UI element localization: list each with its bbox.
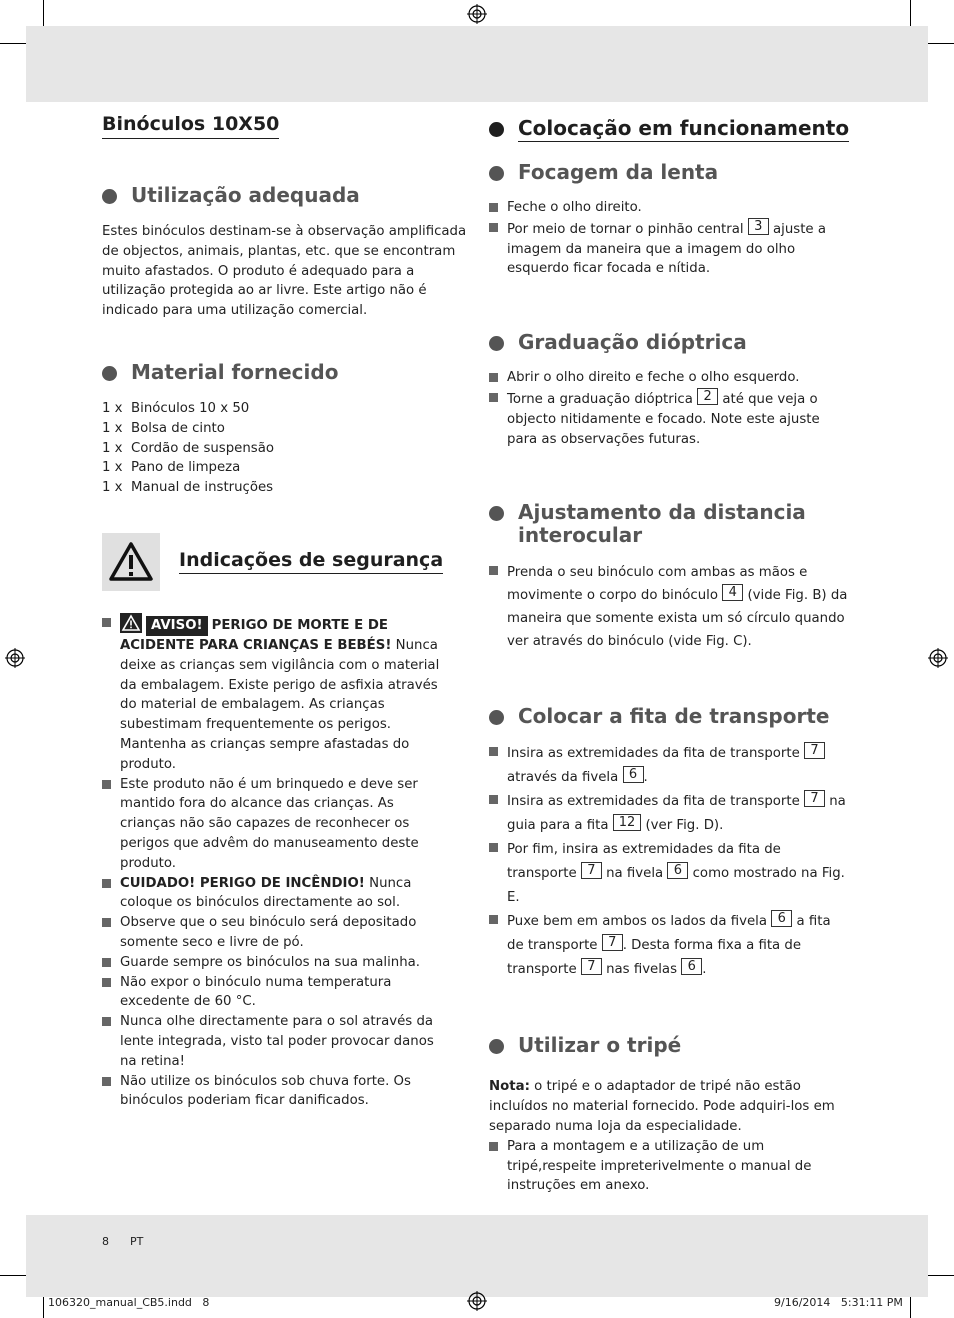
bullet-square-icon [489, 373, 498, 382]
bullet-dot-icon [489, 166, 504, 181]
list-item: Não expor o binóculo numa temperatura excedente de 60 °C. [102, 973, 448, 1013]
part-reference: 7 [804, 790, 825, 807]
part-reference: 6 [771, 910, 792, 927]
bullet-dot-icon [489, 1039, 504, 1054]
crop-mark [910, 0, 911, 26]
list-item: Puxe bem em ambos os lados da fivela 6 a fita de transporte 7 . Desta forma fixa a fita de transporte 7 nas fivelas 6 . [489, 910, 851, 982]
part-reference: 7 [581, 862, 602, 879]
list-item: Por meio de tornar o pinhão central 3 ajuste a imagem da maneira que a imagem do olho esquerdo ficar focada e nítida. [489, 218, 851, 279]
right-column [489, 112, 851, 1196]
bullet-dot-icon [489, 336, 504, 351]
bullet-square-icon [102, 958, 111, 967]
list-item: Não utilize os binóculos sob chuva forte. Os binóculos poderiam ficar danificados. [102, 1072, 448, 1112]
list-item: Este produto não é um brinquedo e deve ser mantido fora do alcance das crianças. As crianças não são capazes de reconhecer os perigos que advêm do manuseamento deste produto. [102, 775, 448, 874]
fita-list [489, 742, 851, 982]
list-item: CUIDADO! PERIGO DE INCÊNDIO! Nunca coloque os binóculos directamente ao sol. [102, 874, 448, 914]
footer-band [26, 1215, 928, 1297]
crop-mark [0, 1275, 26, 1276]
bullet-square-icon [102, 978, 111, 987]
safety-list [102, 613, 448, 1111]
page-title: Binóculos 10X50 [102, 112, 279, 139]
section-heading-material: Material fornecido [102, 361, 468, 384]
list-item: Insira as extremidades da fita de transporte 7 na guia para a fita 12 (ver Fig. D). [489, 790, 851, 838]
list-item: Prenda o seu binóculo com ambas as mãos e movimente o corpo do binóculo 4 (vide Fig. B) da maneira que somente exista um só círculo quando ver através do binóculo (vide Fig. C). [489, 561, 851, 653]
warning-box [102, 533, 160, 591]
crop-mark [910, 1297, 911, 1318]
tripe-note: Nota: o tripé e o adaptador de tripé não estão incluídos no material fornecido. Pode adquiri-los em separado numa loja da especialidade. [489, 1079, 835, 1134]
left-column [102, 112, 468, 498]
part-reference: 6 [667, 862, 688, 879]
list-item: Guarde sempre os binóculos na sua malinha. [102, 953, 448, 973]
list-item: Nunca olhe directamente para o sol através da lente integrada, visto tal poder provocar danos na retina! [102, 1012, 448, 1071]
part-reference: 2 [697, 388, 718, 405]
part-reference: 12 [613, 814, 642, 831]
part-reference: 6 [681, 958, 702, 975]
list-item: Para a montagem e a utilização de um tripé,respeite impreterivelmente o manual de instruções em anexo. [489, 1137, 851, 1196]
list-item: Observe que o seu binóculo será depositado somente seco e livre de pó. [102, 913, 448, 953]
section-heading-tripe: Utilizar o tripé [489, 1034, 851, 1057]
part-reference: 3 [748, 218, 769, 235]
list-item: Insira as extremidades da fita de transporte 7 através da fivela 6 . [489, 742, 851, 790]
bullet-square-icon [102, 618, 111, 627]
bullet-dot-icon [489, 506, 504, 521]
section-heading-focagem: Focagem da lenta [489, 161, 851, 184]
bullet-square-icon [489, 566, 498, 575]
section-heading-graduacao: Graduação dióptrica [489, 331, 851, 354]
aviso-label: AVISO! [146, 616, 208, 636]
language-code: PT [130, 1235, 144, 1248]
bullet-dot-icon [489, 122, 504, 137]
list-item: 1 x Cordão de suspensão [102, 440, 274, 456]
bullet-dot-icon [102, 189, 117, 204]
bullet-square-icon [489, 915, 498, 924]
ajustamento-list [489, 561, 851, 653]
bullet-square-icon [489, 1142, 498, 1151]
warning-small-icon [120, 613, 142, 633]
warning-triangle-icon [102, 533, 160, 591]
bullet-square-icon [489, 747, 498, 756]
section-heading-ajustamento: Ajustamento da distancia interocular [489, 501, 851, 547]
part-reference: 7 [804, 742, 825, 759]
crop-mark [43, 0, 44, 26]
focagem-list [489, 198, 851, 279]
list-item: 1 x Bolsa de cinto [102, 420, 225, 436]
graduacao-list [489, 368, 851, 449]
page-number: 8 [102, 1235, 109, 1248]
bullet-square-icon [489, 795, 498, 804]
file-info: 106320_manual_CB5.indd 8 [48, 1296, 210, 1309]
part-reference: 4 [722, 584, 743, 601]
registration-mark-icon [5, 648, 25, 668]
bullet-square-icon [489, 203, 498, 212]
bullet-square-icon [102, 780, 111, 789]
bullet-square-icon [102, 1077, 111, 1086]
bullet-square-icon [489, 843, 498, 852]
bullet-square-icon [102, 1017, 111, 1026]
crop-mark [0, 43, 26, 44]
registration-mark-icon [467, 4, 487, 24]
list-item: 1 x Binóculos 10 x 50 [102, 400, 250, 416]
list-item: 1 x Pano de limpeza [102, 460, 241, 476]
bullet-square-icon [102, 879, 111, 888]
part-reference: 7 [602, 934, 623, 951]
crop-mark [43, 1297, 44, 1318]
crop-mark [928, 43, 954, 44]
bullet-square-icon [489, 393, 498, 402]
list-item: Torne a graduação dióptrica 2 até que veja o objecto nitidamente e focado. Note este ajuste para as observações futuras. [489, 388, 851, 449]
bullet-dot-icon [489, 710, 504, 725]
file-date: 9/16/2014 5:31:11 PM [774, 1296, 903, 1309]
bullet-square-icon [102, 918, 111, 927]
registration-mark-icon [928, 648, 948, 668]
crop-mark [928, 1275, 954, 1276]
part-reference: 7 [581, 958, 602, 975]
list-item: Abrir o olho direito e feche o olho esquerdo. [489, 368, 851, 388]
section-heading-fita: Colocar a fita de transporte [489, 705, 851, 728]
header-band [26, 26, 928, 102]
safety-heading: Indicações de segurança [179, 548, 443, 574]
list-item: 1 x Manual de instruções [102, 480, 274, 496]
registration-mark-icon [467, 1291, 487, 1311]
list-item: Feche o olho direito. [489, 198, 851, 218]
bullet-dot-icon [102, 366, 117, 381]
material-list [102, 399, 468, 498]
part-reference: 6 [623, 766, 644, 783]
section-heading-utilizacao: Utilização adequada [102, 184, 468, 207]
section-heading-colocacao: Colocação em funcionamento [489, 117, 851, 140]
list-item: AVISO! PERIGO DE MORTE E DE ACIDENTE PARA CRIANÇAS E BEBÉS! Nunca deixe as crianças sem vigilância com o material da embalagem. Existe perigo de asfixia através do material de embalagem. As crianças subestimam frequentemente os perigos. Mantenha as crianças sempre afastadas do produto. [102, 613, 448, 775]
utilizacao-text: Estes binóculos destinam-se à observação amplificada de objectos, animais, plantas, etc. que se encontram muito afastados. O produto é adequado para a utilização protegida ao ar livre. Este artigo não é indicado para uma utilização comercial. [102, 224, 467, 319]
bullet-square-icon [489, 223, 498, 232]
list-item: Por fim, insira as extremidades da fita de transporte 7 na fivela 6 como mostrado na Fig. E. [489, 838, 851, 910]
